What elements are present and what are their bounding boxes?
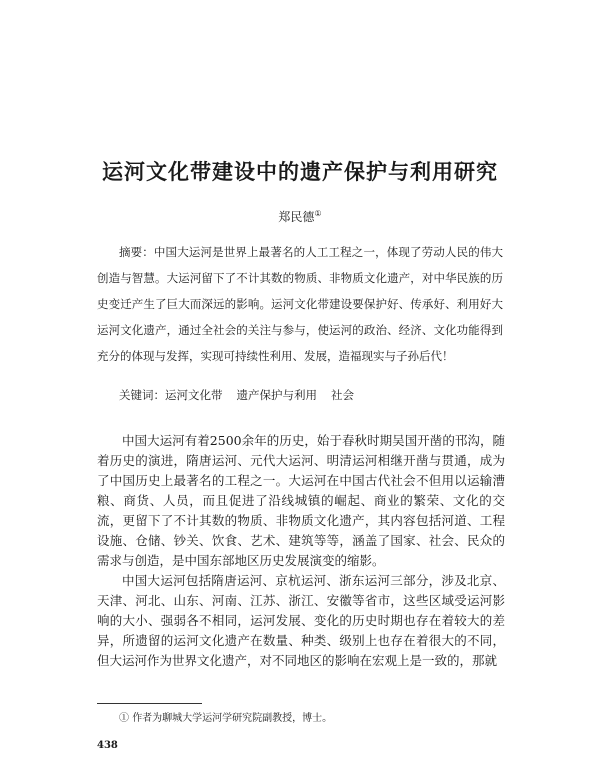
- footnote-divider: [97, 703, 202, 704]
- body-paragraph: 中国大运河包括隋唐运河、京杭运河、浙东运河三部分，涉及北京、天津、河北、山东、河南、江苏、浙江、安徽等省市，这些区域受运河影响的大小、强弱各不相同，运河发展、变化的历史时期也存在着较大的差异，所遗留的运河文化遗产在数量、种类、级别上也存在着很大的不同，但大运河作为世界文化遗产，对不同地区的影响在宏观上是一致的，那就: [97, 573, 505, 668]
- footnote-marker: ①: [119, 713, 129, 724]
- author-name: 郑民德: [278, 210, 315, 224]
- keyword-item: 运河文化带: [165, 388, 223, 402]
- keyword-item: 社会: [331, 388, 354, 402]
- footnote: [119, 709, 519, 724]
- keyword-item: 遗产保护与利用: [236, 388, 317, 402]
- page-number: 438: [97, 740, 118, 751]
- paper-title: 运河文化带建设中的遗产保护与利用研究: [102, 159, 498, 184]
- keywords-label: 关键词：: [119, 388, 165, 402]
- body-text: [97, 431, 505, 671]
- abstract-text: 中国大运河是世界上最著名的人工工程之一，体现了劳动人民的伟大创造与智慧。大运河留下了不计其数的物质、非物质文化遗产，对中华民族的历史变迁产生了巨大而深远的影响。运河文化带建设要保护好、传承好、利用好大运河文化遗产，通过全社会的关注与参与，使运河的政治、经济、文化功能得到充分的体现与发挥，实现可持续性利用、发展，造福现实与子孙后代！: [97, 245, 503, 363]
- abstract-label: 摘要：: [119, 245, 154, 259]
- author-note-marker: ①: [314, 209, 322, 218]
- author-line: [0, 208, 600, 225]
- footnote-text: 作者为聊城大学运河学研究院副教授，博士。: [132, 713, 333, 724]
- abstract: [97, 239, 503, 369]
- body-paragraph: 中国大运河有着2500余年的历史，始于春秋时期吴国开凿的邗沟，随着历史的演进，隋唐运河、元代大运河、明清运河相继开凿与贯通，成为了中国历史上最著名的工程之一。大运河在中国古代社会不但用以运输漕粮、商货、人员，而且促进了沿线城镇的崛起、商业的繁荣、文化的交流，更留下了不计其数的物质、非物质文化遗产，其内容包括河道、工程设施、仓储、钞关、饮食、艺术、建筑等等，涵盖了国家、社会、民众的需求与创造，是中国东部地区历史发展演变的缩影。: [97, 433, 505, 568]
- keywords: [119, 387, 519, 403]
